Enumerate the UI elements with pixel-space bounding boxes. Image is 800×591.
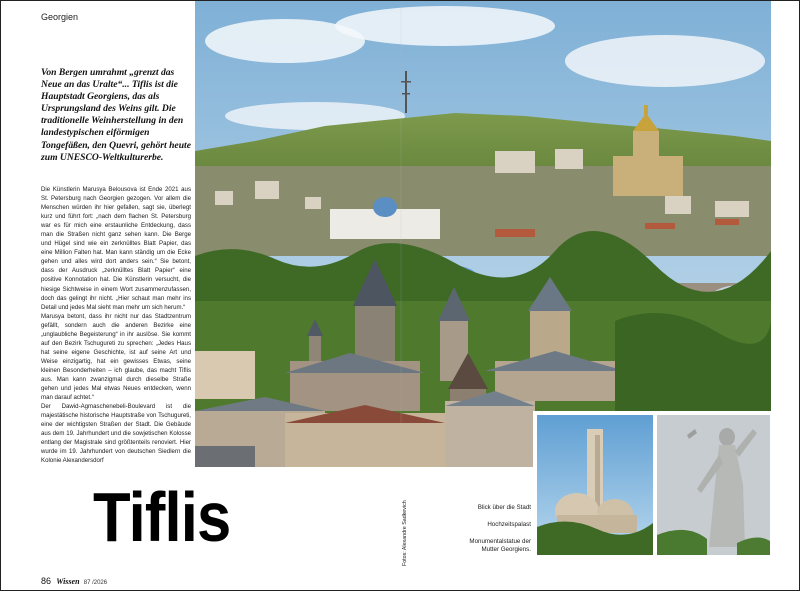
tbilisi-panorama-photo	[195, 1, 771, 467]
body-text	[41, 185, 191, 465]
wedding-palace-photo	[537, 415, 653, 555]
body-paragraph: Die Künstlerin Marusya Belousova ist Ende 2021 aus St. Petersburg nach Georgien gezogen. Vor allem die Menschen würden ihr hier gefallen, sagt sie, überlegt kurz und führt fort: „nach dem flachen St. Petersburg war es für mich eine erstaunliche Entdeckung, dass man die Straßen nicht ganz sehen kann. Die Berge und Hügel sind wie ein zerknülltes Blatt Papier, das eine Million Falten hat. Man kann ständig um die Ecke gehen und alles wird dort anders sein.“ Sie betont, dass der Ausdruck „zerknülltes Blatt Papier“ eine positive Konnotation hat. Die Künstlerin versucht, die hiesige Sichtweise in einem Wort zusammenzufassen, doch das gelingt ihr nicht. „Hier schaut man mehr ins Detail und jedes Mal sieht man mehr um sich herum.“	[41, 186, 191, 311]
caption-statue: Monumentalstatue der Mutter Georgiens.	[469, 538, 531, 554]
page-footer	[41, 576, 107, 586]
caption-wedding-palace: Hochzeitspalast	[487, 521, 531, 528]
page-gutter	[400, 1, 402, 467]
caption-city-view: Blick über die Stadt	[477, 504, 531, 511]
body-paragraph: Marusya betont, dass ihr nicht nur das Stadtzentrum gefällt, sondern auch die anderen Bezirke eine „unglaubliche Begeisterung“ in ihr auslöse. Sie kommt auf den Bezirk Tschugureti zu sprechen: „Jedes Haus hat seine eigene Geschichte, ist auf seine Art und Weise einzigartig, hat ein gewisses Etwas, seine kleinen Besonderheiten – ich glaube, das macht Tiflis aus. Man kann zwanzigmal durch dieselbe Straße gehen und jedes Mal etwas Neues entdecken, wenn man darauf achtet.“	[41, 312, 191, 402]
page-number: 86	[41, 576, 52, 586]
issue-number: 87 /2026	[83, 580, 108, 586]
mother-georgia-statue-photo	[657, 415, 770, 555]
magazine-name: Wissen	[56, 577, 80, 586]
headline: Tiflis	[93, 478, 231, 556]
body-paragraph: Der Dawid-Agmaschenebeli-Boulevard ist die majestätische historische Hauptstraße von Tschugureti, eine der wichtigsten Straßen der Stadt. Die Gebäude aus dem 19. Jahrhundert und die sowjetischen Kolosse entlang der Magistrale sind größtenteils renoviert. Hier wurde im 19. Jahrhundert von deutschen Siedlern die Kolonie Alexandersdorf	[41, 403, 191, 465]
lead-paragraph: Von Bergen umrahmt „grenzt das Neue an das Uralte“... Tiflis ist die Hauptstadt Georgiens, das als Ursprungsland des Weins gilt. Die traditionelle Weinherstellung in den landestypischen eiförmigen Tongefäßen, den Quevri, gehört heute zum UNESCO-Weltkulturerbe.	[41, 67, 191, 163]
section-label: Georgien	[41, 12, 79, 22]
photo-credit: Fotos: Alexandre Sadkevich	[402, 500, 408, 566]
